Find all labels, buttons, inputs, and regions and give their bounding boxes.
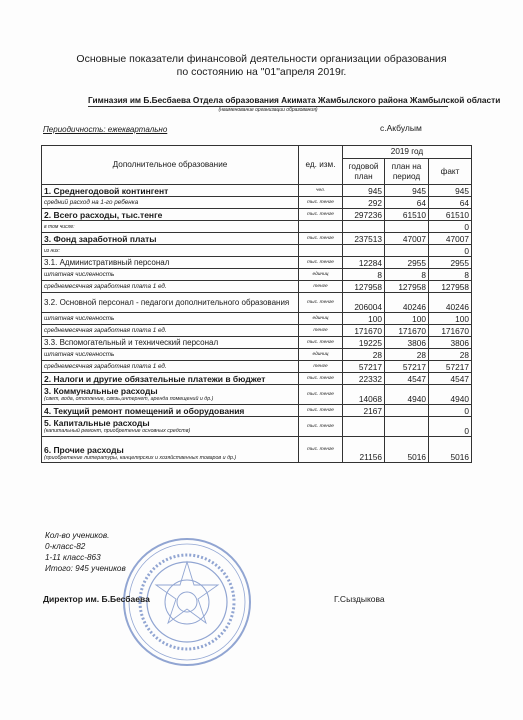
row-period-value: 945 [385, 185, 429, 197]
row-fact-value: 945 [429, 185, 472, 197]
row-name: из них: [42, 245, 299, 257]
row-name: 1. Среднегодовой контингент [42, 185, 299, 197]
row-title: 3. Коммунальные расходы [44, 386, 158, 396]
row-fact-value: 3806 [429, 337, 472, 349]
row-fact-value: 0 [429, 221, 472, 233]
header-year: 2019 год [343, 146, 472, 159]
header-unit-column: ед. изм. [299, 146, 343, 185]
table-row [42, 313, 472, 325]
row-name [42, 417, 299, 437]
row-plan-value: 19225 [343, 337, 385, 349]
row-period-value [385, 417, 429, 437]
table-row [42, 337, 472, 349]
row-fact-value: 4940 [429, 385, 472, 405]
table-row [42, 209, 472, 221]
row-period-value: 64 [385, 197, 429, 209]
row-fact-value: 4547 [429, 373, 472, 385]
row-plan-value: 100 [343, 313, 385, 325]
row-plan-value [343, 221, 385, 233]
notes-line: Итого: 945 учеников [45, 564, 126, 573]
row-plan-value: 2167 [343, 405, 385, 417]
row-unit: единиц [299, 269, 343, 281]
table-row [42, 185, 472, 197]
table-row [42, 245, 472, 257]
row-fact-value: 0 [429, 245, 472, 257]
row-plan-value: 127958 [343, 281, 385, 293]
row-unit: тыс. тенге [299, 197, 343, 209]
header-annual-plan: годовой план [343, 159, 385, 185]
row-plan-value: 21156 [343, 437, 385, 463]
row-unit [299, 245, 343, 257]
row-period-value: 3806 [385, 337, 429, 349]
document-subtitle-date: по состоянию на "01"апреля 2019г. [176, 66, 347, 78]
row-fact-value: 28 [429, 349, 472, 361]
notes-line: Кол-во учеников. [45, 531, 110, 540]
table-row [42, 325, 472, 337]
header-name-column: Дополнительное образование [42, 146, 299, 185]
table-row [42, 257, 472, 269]
row-name: штатная численность [42, 269, 299, 281]
row-period-value: 57217 [385, 361, 429, 373]
row-period-value: 100 [385, 313, 429, 325]
row-fact-value: 127958 [429, 281, 472, 293]
row-fact-value: 61510 [429, 209, 472, 221]
row-period-value: 5016 [385, 437, 429, 463]
row-name: 2. Налоги и другие обязательные платежи в бюджет [42, 373, 299, 385]
row-plan-value: 297236 [343, 209, 385, 221]
row-plan-value: 292 [343, 197, 385, 209]
row-unit: тыс. тенге [299, 405, 343, 417]
row-unit: тыс. тенге [299, 257, 343, 269]
row-unit: единиц [299, 313, 343, 325]
row-period-value [385, 245, 429, 257]
table-row [42, 373, 472, 385]
row-name [42, 385, 299, 405]
row-unit: тыс. тенге [299, 293, 343, 313]
row-plan-value: 28 [343, 349, 385, 361]
row-name: 3.3. Вспомогательный и технический персонал [42, 337, 299, 349]
row-period-value: 40246 [385, 293, 429, 313]
table-row [42, 437, 472, 463]
row-unit: тыс. тенге [299, 373, 343, 385]
row-period-value: 28 [385, 349, 429, 361]
row-plan-value: 206004 [343, 293, 385, 313]
row-fact-value: 47007 [429, 233, 472, 245]
organization-name: Гимназия им Б.Бесбаева Отдела образования Акимата Жамбылского района Жамбылской области [88, 95, 501, 105]
row-period-value: 61510 [385, 209, 429, 221]
row-plan-value: 8 [343, 269, 385, 281]
row-plan-value: 12284 [343, 257, 385, 269]
row-plan-value: 237513 [343, 233, 385, 245]
row-name: среднемесячная заработная плата 1 ед. [42, 361, 299, 373]
row-name: средний расход на 1-го ребенка [42, 197, 299, 209]
row-plan-value: 945 [343, 185, 385, 197]
row-plan-value: 171670 [343, 325, 385, 337]
row-period-value: 8 [385, 269, 429, 281]
row-unit: тенге [299, 361, 343, 373]
row-name: 2. Всего расходы, тыс.тенге [42, 209, 299, 221]
row-unit: тенге [299, 281, 343, 293]
row-name: 4. Текущий ремонт помещений и оборудования [42, 405, 299, 417]
table-row [42, 281, 472, 293]
row-name: штатная численность [42, 313, 299, 325]
table-row [42, 361, 472, 373]
row-name: в том числе: [42, 221, 299, 233]
row-title: 6. Прочие расходы [44, 445, 124, 455]
notes-line: 0-класс-82 [45, 542, 86, 551]
row-name [42, 437, 299, 463]
row-period-value: 4940 [385, 385, 429, 405]
row-fact-value: 8 [429, 269, 472, 281]
row-fact-value: 2955 [429, 257, 472, 269]
table-row [42, 405, 472, 417]
row-subtitle: (свет, вода, отопление, связь,интернет, аренда помещений и др.) [44, 396, 214, 402]
row-fact-value: 0 [429, 405, 472, 417]
organization-name-caption: (наименование организации образования) [218, 107, 318, 113]
row-unit: тыс. тенге [299, 233, 343, 245]
row-fact-value: 5016 [429, 437, 472, 463]
row-subtitle: (капитальный ремонт, приобретение основных средств) [44, 428, 191, 434]
row-period-value [385, 221, 429, 233]
location-label: с.Акбулым [380, 123, 422, 133]
row-name: 3.2. Основной персонал - педагоги дополнительного образования [42, 293, 299, 313]
director-title: Директор им. Б.Бесбаева [43, 594, 150, 604]
row-unit: тыс. тенге [299, 337, 343, 349]
row-unit: тыс. тенге [299, 385, 343, 405]
row-fact-value: 57217 [429, 361, 472, 373]
row-name: 3. Фонд заработной платы [42, 233, 299, 245]
row-unit [299, 221, 343, 233]
table-row [42, 233, 472, 245]
row-name: среднемесячная заработная плата 1 ед. [42, 325, 299, 337]
row-period-value: 2955 [385, 257, 429, 269]
row-plan-value [343, 417, 385, 437]
table-row [42, 269, 472, 281]
periodicity-label: Периодичность: ежеквартально [43, 125, 168, 134]
director-name: Г.Сыздыкова [334, 594, 385, 604]
table-row [42, 197, 472, 209]
row-unit: тыс. тенге [299, 417, 343, 437]
row-period-value: 4547 [385, 373, 429, 385]
table-row [42, 293, 472, 313]
row-title: 5. Капитальные расходы [44, 418, 150, 428]
row-fact-value: 0 [429, 417, 472, 437]
row-fact-value: 100 [429, 313, 472, 325]
row-name: 3.1. Административный персонал [42, 257, 299, 269]
student-count-notes [45, 530, 126, 574]
row-fact-value: 171670 [429, 325, 472, 337]
row-fact-value: 64 [429, 197, 472, 209]
header-period-plan: план на период [385, 159, 429, 185]
row-name: штатная численность [42, 349, 299, 361]
document-title: Основные показатели финансовой деятельности организации образования [76, 53, 447, 65]
row-name: среднемесячная заработная плата 1 ед. [42, 281, 299, 293]
row-period-value: 127958 [385, 281, 429, 293]
table-row [42, 349, 472, 361]
notes-line: 1-11 класс-863 [45, 553, 101, 562]
financial-indicators-table [41, 145, 472, 463]
row-plan-value: 57217 [343, 361, 385, 373]
row-unit: единиц [299, 349, 343, 361]
row-period-value: 171670 [385, 325, 429, 337]
row-plan-value [343, 245, 385, 257]
row-plan-value: 22332 [343, 373, 385, 385]
row-unit: чел. [299, 185, 343, 197]
table-row [42, 385, 472, 405]
header-fact: факт [429, 159, 472, 185]
row-period-value: 47007 [385, 233, 429, 245]
row-period-value [385, 405, 429, 417]
row-unit: тыс. тенге [299, 209, 343, 221]
table-row [42, 221, 472, 233]
row-unit: тенге [299, 325, 343, 337]
row-plan-value: 14068 [343, 385, 385, 405]
row-unit: тыс. тенге [299, 437, 343, 463]
table-row [42, 417, 472, 437]
row-fact-value: 40246 [429, 293, 472, 313]
row-subtitle: (приобретение литературы, канцелярских и хозяйственных товаров и др.) [44, 455, 237, 461]
